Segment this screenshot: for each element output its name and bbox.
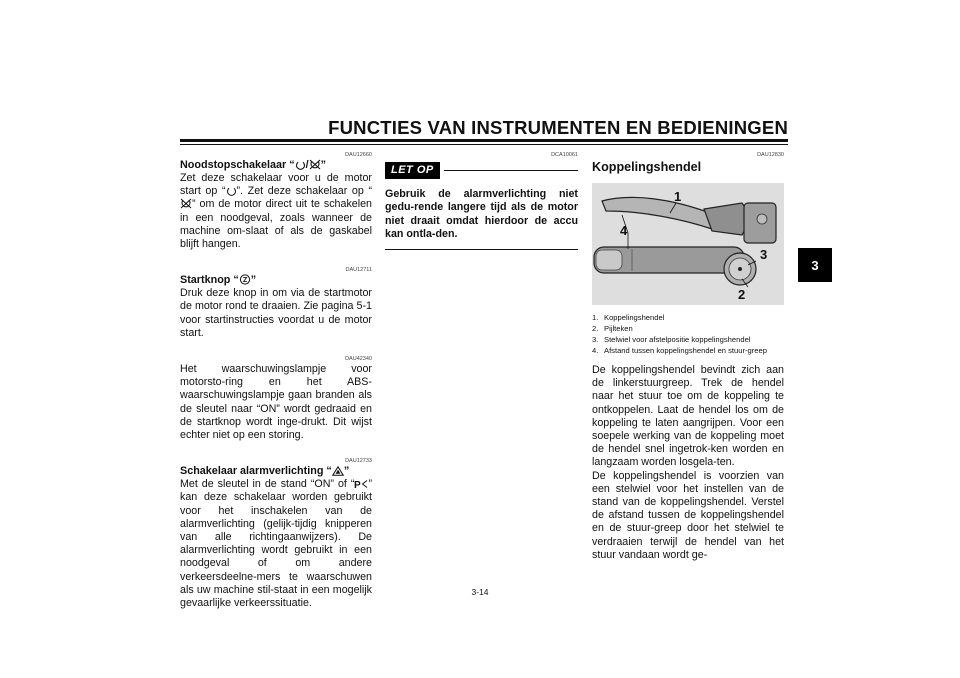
figure-label-4: 4 [620, 223, 628, 238]
hazard-icon [332, 466, 344, 476]
header-rule-thick [180, 139, 788, 142]
page-number: 3-14 [471, 587, 489, 597]
start-button-section [180, 267, 372, 340]
clutch-lever-illustration [592, 183, 784, 305]
hazard-switch-heading: Schakelaar alarmverlichting “ ” [180, 465, 350, 478]
engine-run-icon [226, 186, 237, 196]
caution-header [385, 162, 578, 179]
figure-label-1: 1 [674, 189, 682, 204]
start-button-text: Druk deze knop in om via de startmotor de motor rond te draaien. Zie pagina 5-1 voor startinstructies voordat u de motor start. [180, 287, 372, 339]
hazard-switch-text: Met de sleutel in de stand “ON” of “ P ” kan deze schakelaar worden gebruikt voor het inschakelen van de alarmverlichting (gelijk-tijdig knipperen van alle richtingaanwijzers). De alarmverlichting wordt gebruikt in een noodgeval of om andere verkeersdeelne-mers te waarschuwen als uw machine stil-staat in een mogelijk gevaarlijke verkeerssituatie. [180, 478, 372, 610]
legend-item: 2. Pijlteken [592, 324, 633, 333]
left-column [180, 152, 372, 626]
start-icon [239, 274, 251, 285]
figure-legend [592, 312, 784, 356]
stop-switch-section [180, 152, 372, 251]
section-code: DAU12660 [345, 152, 372, 158]
middle-column [385, 152, 578, 250]
engine-run-icon [295, 160, 306, 170]
hazard-switch-section [180, 458, 372, 610]
engine-stop-icon [180, 198, 192, 209]
caution-code: DCA10061 [551, 152, 578, 158]
legend-item: 3. Stelwiel voor afstelpositie koppelingshendel [592, 335, 751, 344]
clutch-lever-paragraph-2: De koppelingshendel is voorzien van een stelwiel voor het instellen van de stand van de koppelingshendel. Verstel de afstand tussen de koppelingshendel en de stuur-greep door het stelwiel te verdraaien terwijl de hendel van het stuur vandaan wordt ge- [592, 469, 784, 561]
section-code: DAU12830 [757, 152, 784, 158]
warning-light-section [180, 356, 372, 442]
start-button-heading: Startknop “ ” [180, 274, 257, 287]
section-code: DAU42340 [345, 356, 372, 363]
stop-switch-text: Zet deze schakelaar voor u de motor start op “ ”. Zet deze schakelaar op “ ” om de motor direct uit te schakelen in een noodgeval, zoals wanneer de machine om-slaat of als de gaskabel blijft hangen. [180, 172, 372, 251]
stop-switch-heading: Noodstopschakelaar “ / ” [180, 159, 327, 171]
warning-light-text: Het waarschuwingslampje voor motorsto-ring en het ABS-waarschuwingslampje gaan branden als de sleutel naar “ON” wordt gedraaid en de startknop wordt inge-drukt. Dit wijst echter niet op een storing. [180, 363, 372, 442]
header-rule-thin [180, 144, 788, 145]
legend-item: 1. Koppelingshendel [592, 313, 665, 322]
parking-key-icon [354, 479, 368, 489]
section-code: DAU12711 [345, 267, 372, 274]
caution-end-rule [385, 249, 578, 250]
caution-rule [444, 170, 578, 171]
chapter-tab: 3 [798, 248, 832, 282]
figure-label-2: 2 [738, 287, 746, 302]
caution-text: Gebruik de alarmverlichting niet gedu-rende langere tijd als de motor niet draait omdat hierdoor de accu kan ontla-den. [385, 188, 578, 240]
clutch-lever-paragraph-1: De koppelingshendel bevindt zich aan de linkerstuurgreep. Trek de hendel naar het stuur toe om de koppeling te ontkoppelen. Laat de hendel los om de koppeling te laten aangrijpen. Voor een soepele werking van de koppeling moet de hendel snel ingetrok-ken worden en langzaam worden losgela-ten. [592, 364, 784, 469]
page-header-title: FUNCTIES VAN INSTRUMENTEN EN BEDIENINGEN [328, 117, 788, 138]
legend-item: 4. Afstand tussen koppelingshendel en stuur-greep [592, 346, 767, 355]
figure-label-3: 3 [760, 247, 768, 262]
section-code: DAU12733 [345, 458, 372, 465]
clutch-lever-heading: Koppelingshendel [592, 160, 702, 174]
right-column [592, 152, 784, 562]
caution-badge: LET OP [385, 162, 440, 179]
svg-text:P: P [354, 480, 362, 490]
engine-stop-icon [309, 159, 321, 170]
